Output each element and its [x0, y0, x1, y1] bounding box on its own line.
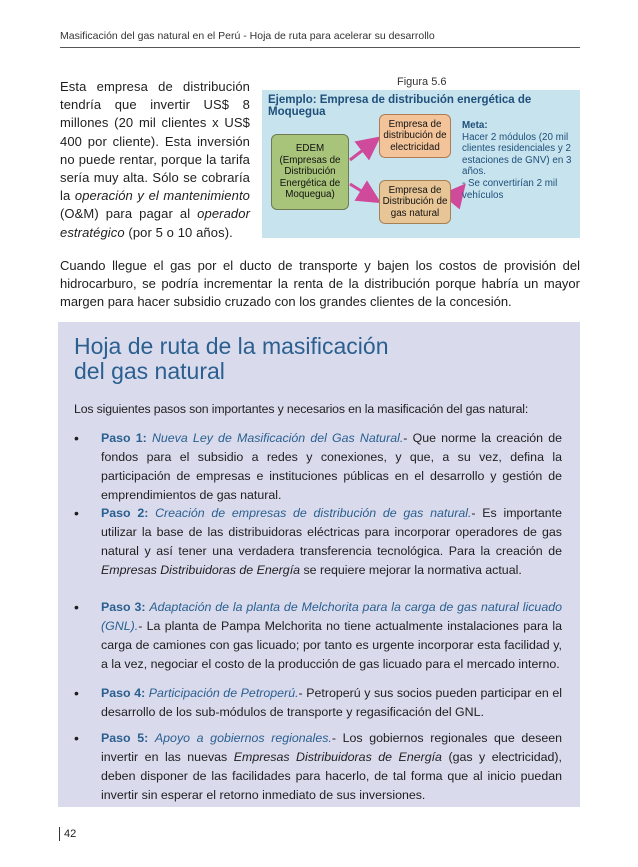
edem-box: EDEM (Empresas de Distribución Energética de Moquegua) — [271, 134, 349, 210]
step-name: Nueva Ley de Masificación del Gas Natural. — [151, 431, 404, 445]
step-name: Apoyo a gobiernos regionales. — [154, 731, 332, 745]
arrow-to-goal — [452, 188, 462, 200]
goal-label: Meta: — [462, 120, 488, 131]
roadmap-title: Hoja de ruta de la masificación del gas natural — [74, 333, 389, 384]
step-label: Paso 4: — [101, 686, 146, 700]
roadmap-step-3 — [74, 598, 562, 674]
bullet-icon: • — [74, 599, 79, 615]
step-label: Paso 5: — [101, 731, 149, 745]
figure-caption: Figura 5.6 — [397, 76, 447, 88]
intro-emphasis-om: operación y el mantenimiento — [74, 188, 251, 204]
step-name: Adaptación de la planta de Melchorita para la carga de gas natural licuado (GNL). — [101, 600, 562, 633]
intro-text-3: (por 5 o 10 años). — [124, 224, 233, 240]
arrow-to-electricity — [350, 140, 376, 160]
roadmap-step-1 — [74, 429, 562, 505]
step-description-end: (gas y electricidad), deben disponer de las facilidades para hacerlo, de tal forma que al inicio puedan invertir sin esperar el retorno inmediato de sus inversiones. — [101, 750, 562, 802]
gas-company-box: Empresa de Distribución de gas natural — [379, 180, 451, 224]
intro-text-2: (O&M) para pagar al — [60, 206, 198, 222]
running-header: Masificación del gas natural en el Perú - Hoja de ruta para acelerar su desarrollo — [60, 30, 580, 48]
arrow-to-gas — [350, 184, 376, 200]
step-description: - La planta de Pampa Melchorita no tiene actualmente instalaciones para la carga de camiones con gas licuado; por tanto es urgente incorporar esta facilidad y, a la vez, negociar el costo de la producción de gas licuado para el mercado interno. — [101, 619, 562, 671]
step-emphasis: Empresas Distribuidoras de Energía — [233, 750, 442, 764]
body-paragraph: Cuando llegue el gas por el ducto de transporte y bajen los costos de provisión del hidrocarburo, se podría incrementar la renta de la distribución porque habría un mayor margen para hacer subsidio cruzado con los grandes clientes de la concesión. — [60, 258, 580, 309]
electricity-company-box: Empresa de distribución de electricidad — [379, 114, 451, 158]
bullet-icon: • — [74, 430, 79, 446]
step-name: Creación de empresas de distribución de gas natural. — [155, 506, 472, 520]
roadmap-step-4 — [74, 684, 562, 722]
bullet-icon: • — [74, 505, 79, 521]
intro-paragraph — [60, 78, 250, 242]
goal-description: Hacer 2 módulos (20 mil clientes residenciales y 2 estaciones de GNV) en 3 años. — [462, 131, 572, 178]
goal-text — [462, 120, 578, 201]
step-description: - Los gobiernos regionales que deseen invertir en las nuevas — [101, 731, 562, 764]
step-label: Paso 3: — [101, 600, 146, 614]
step-label: Paso 1: — [101, 431, 147, 445]
bullet-icon: • — [74, 685, 79, 701]
step-description: - Petroperú y sus socios pueden participar en el desarrollo de los sub-módulos de transporte y regasificación del GNL. — [101, 686, 562, 719]
step-label: Paso 2: — [101, 506, 149, 520]
intro-text-1: Esta empresa de distribución tendría que invertir US$ 8 millones (20 mil clientes x US$ 400 por cliente). Esta inversión no puede rentar, porque la tarifa sería muy alta. Sólo se cobraría la — [60, 79, 250, 204]
step-description-end: se requiere mejorar la normativa actual. — [300, 563, 522, 577]
goal-note: - Se convertirían 2 mil vehículos — [462, 177, 558, 201]
page-number: 42 — [59, 827, 76, 841]
step-emphasis: Empresas Distribuidoras de Energía — [101, 563, 301, 577]
step-description: - Que norme la creación de fondos para el subsidio a redes y conexiones, y que, a su vez, defina la participación de empresas e instituciones públicas en el desarrollo y gestión de emprendimientos de gas natural. — [101, 431, 562, 502]
figure-title: Ejemplo: Empresa de distribución energética de Moquegua — [268, 94, 532, 118]
bullet-icon: • — [74, 730, 79, 746]
figure-diagram — [262, 90, 580, 238]
intro-emphasis-operator: operador estratégico — [60, 206, 250, 240]
step-name: Participación de Petroperú. — [148, 686, 299, 700]
roadmap-step-5 — [74, 729, 562, 805]
roadmap-intro: Los siguientes pasos son importantes y necesarios en la masificación del gas natural: — [74, 402, 529, 416]
roadmap-box — [58, 322, 580, 807]
roadmap-step-2 — [74, 504, 562, 580]
step-description: - Es importante utilizar la base de las distribuidoras eléctricas para incorporar operadores de gas natural y así tener una verdadera transferencia tecnológica. Para la creación de — [101, 506, 562, 558]
